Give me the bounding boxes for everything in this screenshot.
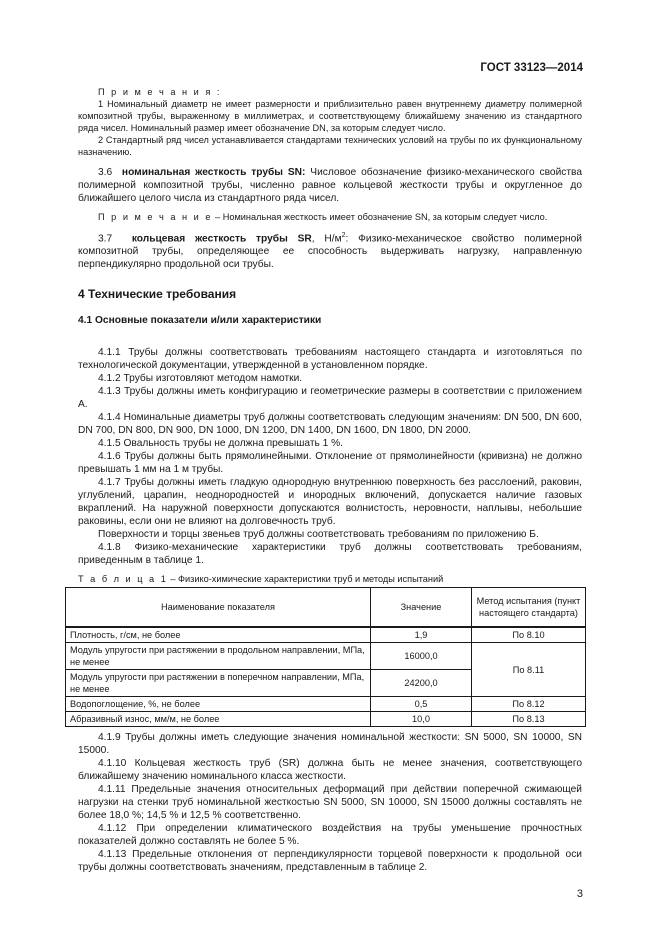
table-row [66,643,586,670]
note-1: 1 Номинальный диаметр не имеет размерности и приблизительно равен внутреннему диаметру полимерной композитной трубы, выраженному в миллиметрах, и соответствующему ближайшему значению из стандартного ряда чисел. Номинальный размер имеет обозначение DN, за которым следует число. [78,99,582,133]
def-unit-sup: 2 [341,232,346,239]
note-label: П р и м е ч а н и е [98,212,213,222]
table-cell: Модуль упругости при растяжении в продольном направлении, МПа, не менее [66,643,371,670]
note-2: 2 Стандартный ряд чисел устанавливается стандартами технических условий на трубы по их функциональному назначению. [78,135,582,157]
note-nominal-stiffness [78,211,582,223]
para-4-1-11: 4.1.11 Предельные значения относительных деформаций при действии поперечной сжимающей нагрузки на стенки труб номинальной жесткостью SN 5000, SN 10000, SN 15000 должны составлять не более 18,0 %; 14,5 % и 12,5 % соответственно. [78,784,582,822]
table-row [66,712,586,727]
table-cell: 16000,0 [371,643,472,670]
page-content [70,86,582,874]
def-text: Числовое обозначение физико-механического свойства полимерной композитной трубы, численно равное кольцевой жесткости трубы и округленное до ближайшего целого числа из стандартного ряда чисел. [78,167,582,204]
def-number: 3.7 [98,233,113,245]
para-4-1-5: 4.1.5 Овальность трубы не должна превышать 1 %. [98,438,344,450]
subsection-4-1-heading: 4.1 Основные показатели и/или характеристики [78,315,322,327]
table-cell: Модуль упругости при растяжении в поперечном направлении, МПа, не менее [66,670,371,697]
table-cell: Водопоглощение, %, не более [66,697,371,712]
table-caption-text: – Физико-химические характеристики труб и методы испытаний [167,574,444,585]
para-4-1-7-appendix: Поверхности и торцы звеньев труб должны соответствовать требованиям по приложению Б. [98,529,539,541]
notes-title: П р и м е ч а н и я : [98,87,222,97]
table-header-cell: Наименование показателя [66,588,371,628]
para-4-1-3: 4.1.3 Трубы должны иметь конфигурацию и геометрические размеры в соответствии с приложением А. [78,386,582,411]
page-number: 3 [576,888,583,900]
para-4-1-12: 4.1.12 При определении климатического воздействия на трубы уменьшение прочностных показателей должно составлять не более 5 %. [78,823,582,848]
table-cell: По 8.10 [472,627,586,643]
para-4-1-7: 4.1.7 Трубы должны иметь гладкую однородную внутреннюю поверхность без расслоений, раковин, углублений, царапин, неоднородностей и инородных включений, допускается наличие газовых вкраплений. На наружной поверхности допускаются волнистость, неровности, наплывы, небольшие раковины, если они не влияют на долговечность труб. [78,477,582,528]
table-cell: Плотность, г/см, не более [66,627,371,643]
para-4-1-1: 4.1.1 Трубы должны соответствовать требованиям настоящего стандарта и изготовляться по технологической документации, утвержденной в установленном порядке. [78,347,582,372]
para-4-1-2: 4.1.2 Трубы изготовляют методом намотки. [98,373,303,385]
table-header-cell: Значение [371,588,472,628]
para-4-1-13: 4.1.13 Предельные отклонения от перпендикулярности торцевой поверхности к продольной оси трубы должны соответствовать значениям, представленным в таблице 2. [78,849,582,874]
table-cell: 10,0 [371,712,472,727]
definition-3-7 [78,229,582,271]
table-1-caption [78,573,582,586]
def-text: : Физико-механическое свойство полимерной композитной трубы, определяющее ее способность выдерживать нагрузку, направленную перпендикулярно продольной оси трубы. [78,233,582,271]
table-cell: Абразивный износ, мм/м, не более [66,712,371,727]
table-cell: 1,9 [371,627,472,643]
table-header-cell: Метод испытания (пункт настоящего стандарта) [472,588,586,628]
table-cell: По 8.13 [472,712,586,727]
table-row [66,627,586,643]
table-cell: 24200,0 [371,670,472,697]
table-cell: По 8.12 [472,697,586,712]
table-1 [65,587,586,727]
definition-3-6 [78,166,582,205]
def-number: 3.6 [98,167,113,178]
document-code-header: ГОСТ 33123—2014 [480,62,583,74]
def-term: кольцевая жесткость трубы SR [131,233,312,245]
def-term: номинальная жесткость трубы SN: [121,167,306,178]
def-unit: , Н/м [311,233,342,245]
para-4-1-10: 4.1.10 Кольцевая жесткость труб (SR) должна быть не менее значения, соответствующего ближайшему значению номинального класса жесткости. [78,758,582,783]
table-row [66,697,586,712]
para-4-1-6: 4.1.6 Трубы должны быть прямолинейными. Отклонение от прямолинейности (кривизна) не должно превышать 1 мм на 1 м трубы. [78,451,582,476]
table-header-row [66,588,586,628]
para-4-1-4: 4.1.4 Номинальные диаметры труб должны соответствовать следующим значениям: DN 500, DN 600, DN 700, DN 800, DN 900, DN 1000, DN 1200, DN 1400, DN 1600, DN 1800, DN 2000. [78,412,582,437]
table-caption-label: Т а б л и ц а 1 [78,574,168,585]
table-cell: По 8.11 [472,643,586,697]
note-text: – Номинальная жесткость имеет обозначение SN, за которым следует число. [215,212,548,222]
table-cell: 0,5 [371,697,472,712]
para-4-1-8: 4.1.8 Физико-механические характеристики труб должны соответствовать требованиям, приведенным в таблице 1. [78,542,582,567]
section-4-heading: 4 Технические требования [78,287,237,302]
para-4-1-9: 4.1.9 Трубы должны иметь следующие значения номинальной жесткости: SN 5000, SN 10000, SN 15000. [78,732,582,757]
